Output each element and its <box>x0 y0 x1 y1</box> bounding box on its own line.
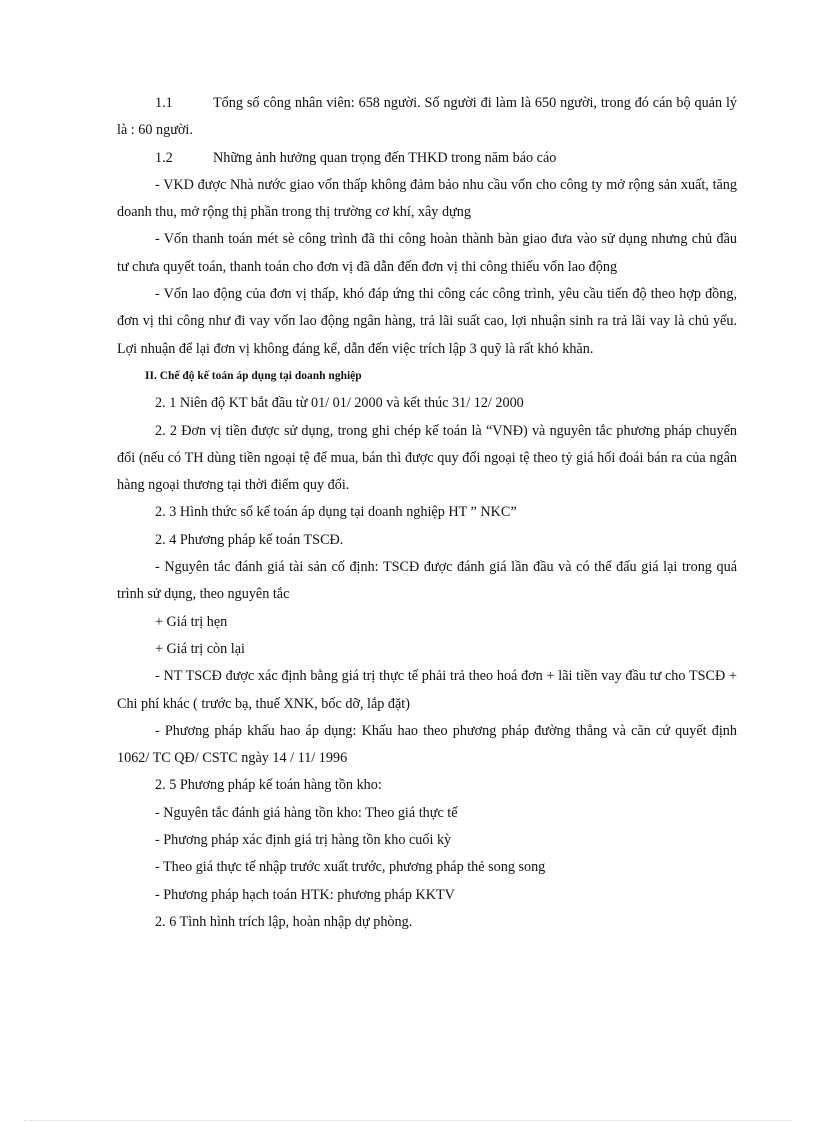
section-heading: II. Chế độ kế toán áp dụng tại doanh nghiệp <box>145 369 362 382</box>
item-2-2: 2. 2 Đơn vị tiền được sử dụng, trong ghi chép kế toán là “VNĐ) và nguyên tắc phương pháp chuyển đổi (nếu có TH dùng tiền ngoại tệ để mua, bán thì được quy đổi ngoại tệ theo tỷ giá hối đoái bán ra của ngân hàng ngoại thương tại thời điểm quy đổi. <box>117 422 737 494</box>
document-page <box>117 90 737 936</box>
item-2-1: 2. 1 Niên độ KT bắt đầu từ 01/ 01/ 2000 và kết thúc 31/ 12/ 2000 <box>155 395 524 412</box>
paragraph-von-thanh-toan: - Vốn thanh toán mét sè công trình đã thi công hoàn thành bàn giao đưa vào sử dụng nhưng chủ đầu tư chưa quyết toán, thanh toán cho đơn vị đã dẫn đến đơn vị thi công thiếu vốn lao động <box>117 231 737 275</box>
item-2-4: 2. 4 Phương pháp kế toán TSCĐ. <box>155 531 344 548</box>
paragraph-number: 1.2 <box>155 149 173 166</box>
item-hach-toan-htk: - Phương pháp hạch toán HTK: phương pháp KKTV <box>155 886 455 903</box>
item-2-3: 2. 3 Hình thức sổ kế toán áp dụng tại doanh nghiệp HT ” NKC” <box>155 504 517 521</box>
item-gia-tri-con-lai: + Giá trị còn lại <box>155 640 245 657</box>
paragraph-1-1 <box>117 90 737 145</box>
item-khau-hao: - Phương pháp khấu hao áp dụng: Khấu hao theo phương pháp đường thẳng và căn cứ quyết định 1062/ TC QĐ/ CSTC ngày 14 / 11/ 1996 <box>117 722 737 767</box>
paragraph-text: Những ảnh hưởng quan trọng đến THKD trong năm báo cáo <box>213 149 557 166</box>
paragraph-vkd: - VKD được Nhà nước giao vốn thấp không đảm bảo nhu cầu vốn cho công ty mở rộng sản xuất, tăng doanh thu, mở rộng thị phần trong thị trường cơ khí, xây dựng <box>117 176 737 221</box>
item-2-6: 2. 6 Tình hình trích lập, hoàn nhập dự phòng. <box>155 913 413 930</box>
item-nguyen-tac-tscd: - Nguyên tắc đánh giá tài sản cố định: TSCĐ được đánh giá lần đầu và có thể đấu giá lại trong quá trình sử dụng, theo nguyên tắc <box>117 559 737 603</box>
paragraph-text: Tổng số công nhân viên: 658 người. Số người đi làm là 650 người, trong đó cán bộ quản lý là : 60 người. <box>117 95 737 139</box>
item-nguyen-tac-htk: - Nguyên tắc đánh giá hàng tồn kho: Theo giá thực tế <box>155 804 458 821</box>
item-xac-dinh-gia-tri: - Phương pháp xác định giá trị hàng tồn kho cuối kỳ <box>155 832 452 849</box>
paragraph-von-lao-dong: - Vốn lao động của đơn vị thấp, khó đáp ứng thi công các công trình, yêu cầu tiến độ theo hợp đồng, đơn vị thi công như đi vay vốn lao động ngân hàng, trả lãi suất cao, lợi nhuận sinh ra trả lãi vay là chủ yếu. Lợi nhuận để lại đơn vị không đáng kể, dẫn đến việc trích lập 3 quỹ là rất khó khăn. <box>117 286 737 357</box>
paragraph-number: 1.1 <box>155 95 173 111</box>
paragraph-1-2 <box>117 145 737 172</box>
item-nt-tscd: - NT TSCĐ được xác định bằng giá trị thực tế phải trả theo hoá đơn + lãi tiền vay đầu tư cho TSCĐ + Chi phí khác ( trước bạ, thuế XNK, bốc dỡ, lắp đặt) <box>117 668 737 712</box>
item-2-5: 2. 5 Phương pháp kế toán hàng tồn kho: <box>155 777 382 794</box>
item-gia-tri-hen: + Giá trị hẹn <box>155 613 228 630</box>
item-nhap-truoc-xuat-truoc: - Theo giá thực tế nhập trước xuất trước, phương pháp thẻ song song <box>155 859 546 876</box>
page-bottom-divider <box>24 1120 792 1121</box>
